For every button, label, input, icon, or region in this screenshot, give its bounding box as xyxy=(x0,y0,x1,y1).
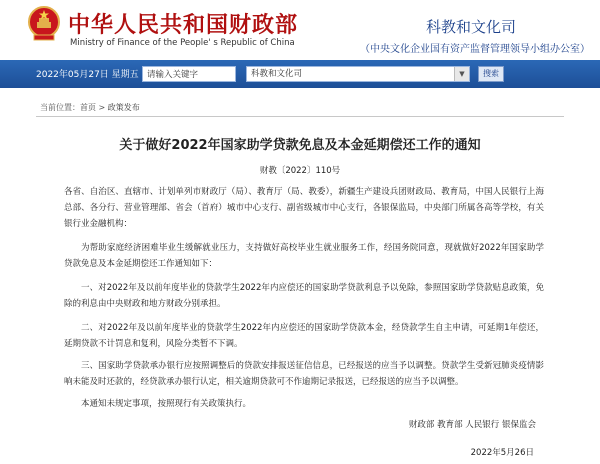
current-date: 2022年05月27日 星期五 xyxy=(36,70,139,80)
breadcrumb-home-link[interactable]: 首页 xyxy=(80,103,96,112)
search-button[interactable]: 搜索 xyxy=(478,66,504,82)
document-number: 财教〔2022〕110号 xyxy=(259,166,341,176)
article-paragraph-closing: 本通知未规定事项，按照现行有关政策执行。 xyxy=(81,399,252,409)
article-paragraph-addressees: 各省、自治区、直辖市、计划单列市财政厅（局）、教育厅（局、教委），新疆生产建设兵团财政局、教育局，中国人民银行上海总部、各分行、营业管理部、省会（首府）城市中心支行、副省级城市中心支行，各银保监局，中央部门所属各高等学校，有关银行业金融机构： xyxy=(64,187,544,229)
article-paragraph-intro: 为帮助家庭经济困难毕业生缓解就业压力，支持做好高校毕业生就业服务工作，经国务院同意，现就做好2022年国家助学贷款免息及本金延期偿还工作通知如下： xyxy=(64,243,544,269)
breadcrumb-separator: > xyxy=(96,103,108,112)
breadcrumb-prefix: 当前位置： xyxy=(40,103,80,112)
issue-date: 2022年5月26日 xyxy=(470,448,534,458)
department-title: 科教和文化司 xyxy=(425,18,516,36)
divider xyxy=(36,116,564,117)
search-bar xyxy=(0,60,600,88)
site-select[interactable] xyxy=(246,66,470,82)
article-paragraph-item-1: 一、对2022年及以前年度毕业的贷款学生2022年内应偿还的国家助学贷款利息予以免除，参照国家助学贷款贴息政策，免除的利息由中央财政和地方财政分别承担。 xyxy=(64,283,544,309)
article-paragraph-item-3: 三、国家助学贷款承办银行应按照调整后的贷款安排报送征信信息，已经报送的应当予以调整。贷款学生受新冠肺炎疫情影响未能及时还款的，经贷款承办银行认定，相关逾期贷款可不作逾期记录报送，已经报送的应当予以调整。 xyxy=(64,361,544,387)
chevron-down-icon[interactable]: ▼ xyxy=(454,67,469,81)
search-input[interactable]: 请输入关键字 xyxy=(142,66,236,82)
site-header xyxy=(0,0,600,60)
site-select-value: 科教和文化司 xyxy=(251,69,303,79)
site-title[interactable]: 中华人民共和国财政部 xyxy=(68,13,299,38)
breadcrumb xyxy=(40,102,140,113)
national-emblem-icon xyxy=(28,6,60,42)
article-paragraph-item-2: 二、对2022年及以前年度毕业的贷款学生2022年内应偿还的国家助学贷款本金，经贷款学生自主申请，可延期1年偿还，延期贷款不计罚息和复利，风险分类暂不下调。 xyxy=(64,323,544,349)
site-title-english: Ministry of Finance of the People' s Republic of China xyxy=(70,38,295,48)
breadcrumb-section-link[interactable]: 政策发布 xyxy=(107,103,140,112)
article-title: 关于做好2022年国家助学贷款免息及本金延期偿还工作的通知 xyxy=(119,138,481,153)
department-subtitle: （中央文化企业国有资产监督管理领导小组办公室） xyxy=(360,44,590,55)
signatories: 财政部 教育部 人民银行 银保监会 xyxy=(408,420,536,430)
